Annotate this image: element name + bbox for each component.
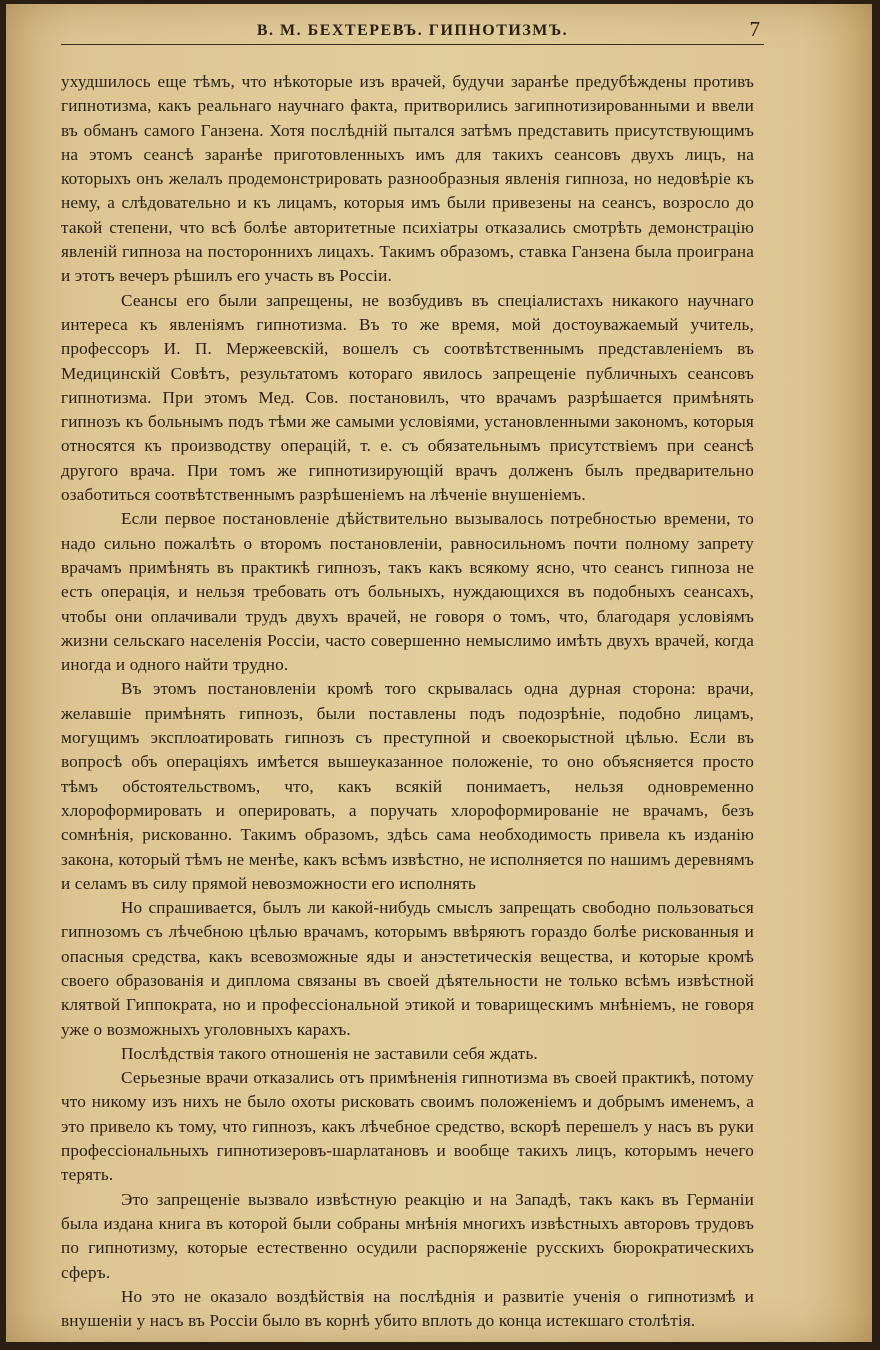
paragraph: Это запрещеніе вызвало извѣстную реакцію и на Западѣ, такъ какъ въ Германіи была издана книга въ которой были собраны мнѣнія многихъ извѣстныхъ авторовъ трудовъ по гипнотизму, которые естественно осудили распоряженіе русскихъ бюрократическихъ сферъ.: [61, 1189, 754, 1282]
book-page: [6, 4, 872, 1342]
paragraph: Если первое постановленіе дѣйствительно вызывалось потребностью времени, то надо сильно пожалѣть о второмъ постановленіи, равносильномъ почти полному запрету врачамъ примѣнять въ практикѣ гипнозъ, такъ какъ всякому ясно, что сеансъ гипноза не есть операція, и нельзя требовать отъ больныхъ, нуждающихся въ подобныхъ сеансахъ, чтобы они оплачивали трудъ двухъ врачей, не говоря о томъ, что, благодаря условіямъ жизни сельскаго населенія Россіи, часто совершенно немыслимо имѣть двухъ врачей, когда иногда и одного найти трудно.: [61, 509, 754, 675]
header-rule: [61, 44, 764, 45]
paragraph: Въ этомъ постановленіи кромѣ того скрывалась одна дурная сторона: врачи, желавшіе примѣнять гипнозъ, были поставлены подъ подозрѣніе, подобно лицамъ, могущимъ эксплоатировать гипнозъ съ преступной и своекорыстной цѣлью. Если въ вопросѣ объ операціяхъ имѣется вышеуказанное положеніе, то оно объясняется просто тѣмъ обстоятельствомъ, что, какъ всякій понимаетъ, нельзя одновременно хлороформировать и оперировать, а поручать хлороформированіе не врачамъ, безъ сомнѣнія, рискованно. Такимъ образомъ, здѣсь сама необходимость привела къ изданію закона, который тѣмъ не менѣе, какъ всѣмъ извѣстно, не исполняется по нашимъ деревнямъ и селамъ въ силу прямой невозможности его исполнять: [61, 679, 754, 893]
running-title: В. М. БЕХТЕРЕВЪ. ГИПНОТИЗМЪ.: [256, 22, 569, 39]
paragraph: Но это не оказало воздѣйствія на послѣднія и развитіе ученія о гипнотизмѣ и внушеніи у насъ въ Россіи было въ корнѣ убито вплоть до конца истекшаго столѣтія.: [61, 1286, 754, 1331]
paragraph: Серьезные врачи отказались отъ примѣненія гипнотизма въ своей практикѣ, потому что никому изъ нихъ не было охоты рисковать своимъ положеніемъ и добрымъ именемъ, а это привело къ тому, что гипнозъ, какъ лѣчебное средство, вскорѣ перешелъ у насъ въ руки профессіональныхъ гипнотизеровъ-шарлатановъ и вообще такихъ лицъ, которымъ нечего терять.: [61, 1068, 754, 1185]
paragraph: Но спрашивается, былъ ли какой-нибудь смыслъ запрещать свободно пользоваться гипнозомъ съ лѣчебною цѣлью врачамъ, которымъ ввѣряютъ гораздо болѣе рискованныя и опасныя средства, какъ всевозможные яды и анэстетическія вещества, и которые кромѣ своего образованія и диплома связаны въ своей дѣятельности не только всѣмъ извѣстной клятвой Гиппократа, но и профессіональной этикой и товарищескимъ мнѣніемъ, не говоря уже о возможныхъ уголовныхъ карахъ.: [61, 898, 754, 1039]
page-number: 7: [749, 17, 760, 41]
paragraph: Сеансы его были запрещены, не возбудивъ въ спеціалистахъ никакого научнаго интереса къ явленіямъ гипнотизма. Въ то же время, мой достоуважаемый учитель, профессоръ И. П. Мержеевскій, вошелъ съ соотвѣтственнымъ представленіемъ въ Медицинскій Совѣтъ, результатомъ котораго явилось запрещеніе публичныхъ сеансовъ гипнотизма. При этомъ Мед. Сов. постановилъ, что врачамъ разрѣшается примѣнять гипнозъ къ больнымъ подъ тѣми же самыми условіями, установленными закономъ, которыя относятся къ производству операцій, т. е. съ обязательнымъ присутствіемъ при сеансѣ другого врача. При томъ же гипнотизирующій врачъ долженъ былъ предварительно озаботиться соотвѣтственнымъ разрѣшеніемъ на лѣченіе внушеніемъ.: [61, 290, 754, 505]
body-text: [61, 70, 754, 1333]
paragraph: Послѣдствія такого отношенія не заставили себя ждать.: [121, 1043, 538, 1063]
paragraph: ухудшилось еще тѣмъ, что нѣкоторые изъ врачей, будучи заранѣе предубѣждены противъ гипнотизма, какъ реальнаго научнаго факта, притворились загипнотизированными и ввели въ обманъ самого Ганзена. Хотя послѣдній пытался затѣмъ представить присутствующимъ на этомъ сеансѣ заранѣе приготовленныхъ имъ для такихъ сеансовъ двухъ лицъ, на которыхъ онъ желалъ продемонстрировать разнообразныя явленія гипноза, но недовѣріе къ нему, а слѣдовательно и къ лицамъ, которыя имъ были привезены на сеансъ, возросло до такой степени, что всѣ болѣе авторитетные психіатры отказались смотрѣть демонстрацію явленій гипноза на постороннихъ лицахъ. Такимъ образомъ, ставка Ганзена была проиграна и этотъ вечеръ рѣшилъ его участь въ Россіи.: [61, 72, 754, 286]
